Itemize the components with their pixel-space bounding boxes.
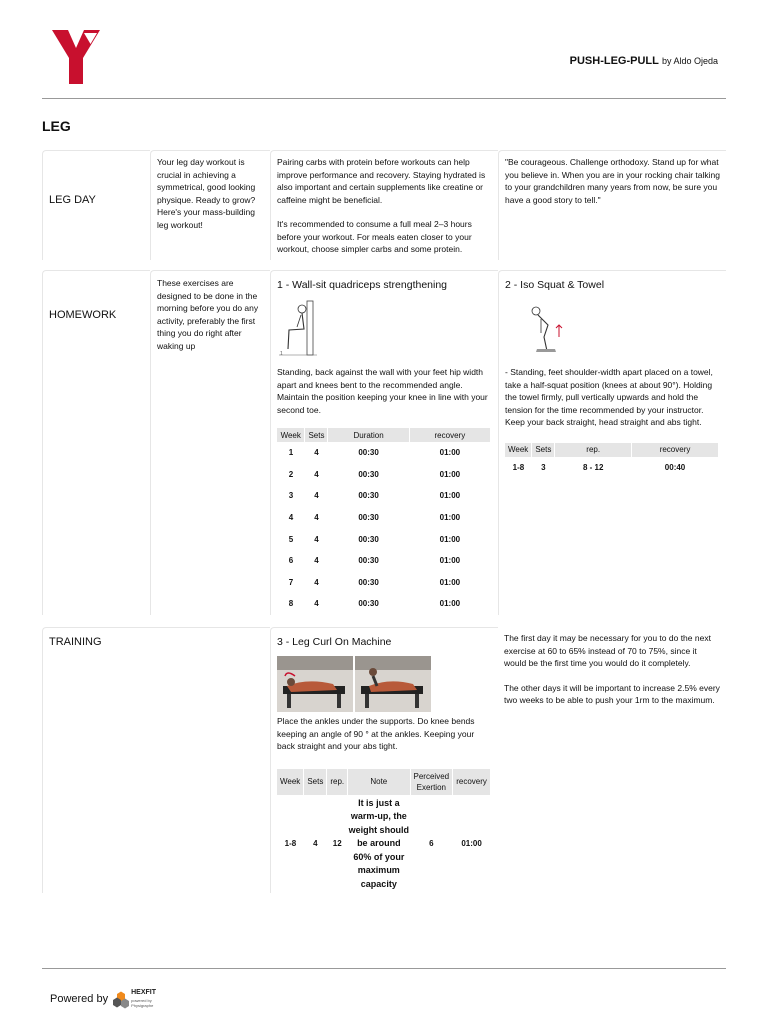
exercise-3-table xyxy=(277,769,491,894)
leg-day-label-cell xyxy=(42,150,150,260)
table-row xyxy=(277,550,491,572)
col-sets: Sets xyxy=(532,443,555,457)
table-row xyxy=(505,457,719,479)
exercise-2-title: 2 - Iso Squat & Towel xyxy=(505,279,605,291)
homework-row xyxy=(42,270,726,615)
table-row xyxy=(277,572,491,594)
iso-squat-illustration-icon xyxy=(521,299,569,357)
col-recovery: recovery xyxy=(453,769,491,795)
training-label: TRAINING xyxy=(49,636,102,648)
cell-week: 1-8 xyxy=(512,462,525,472)
training-label-cell xyxy=(42,627,270,893)
cell-recovery: 01:00 xyxy=(461,839,482,849)
footer-divider xyxy=(42,968,726,969)
hexfit-logo-text: HEXFIT xyxy=(131,989,156,996)
cell-week: 6 xyxy=(288,556,294,566)
cell-recovery: 01:00 xyxy=(439,513,461,523)
cell-sets: 4 xyxy=(314,577,319,587)
table-row xyxy=(277,442,491,464)
section-title: LEG xyxy=(42,118,71,134)
cell-sets: 4 xyxy=(314,448,319,458)
exercise-3-title: 3 - Leg Curl On Machine xyxy=(277,636,392,648)
table-row xyxy=(277,507,491,529)
cell-recovery: 01:00 xyxy=(439,448,461,458)
col-recovery: recovery xyxy=(632,443,719,457)
col-week: Week xyxy=(277,769,304,795)
exercise-1-title: 1 - Wall-sit quadriceps strengthening xyxy=(277,279,448,291)
homework-label-cell xyxy=(42,270,150,615)
cell-recovery: 00:40 xyxy=(664,462,686,472)
cell-rep: 12 xyxy=(332,839,342,849)
cell-week: 1-8 xyxy=(284,839,297,849)
training-row xyxy=(42,627,726,893)
y-logo-icon xyxy=(50,30,102,86)
cell-week: 2 xyxy=(288,469,294,479)
powered-by xyxy=(50,988,167,1010)
header-divider xyxy=(42,98,726,99)
program-name: PUSH-LEG-PULL xyxy=(569,55,659,67)
nutrition-paragraph-2: It's recommended to consume a full meal 2–3 hours before your workout. For meals eaten closer to your workout, choose simpler carbs and some protein. xyxy=(277,219,472,254)
col-rep: rep. xyxy=(327,769,348,795)
cell-note: It is just a warm-up, the weight should be around 60% of your maximum capacity xyxy=(348,797,410,889)
cell-duration: 00:30 xyxy=(358,448,379,458)
col-note: Note xyxy=(348,769,410,795)
table-row xyxy=(277,485,491,507)
exercise-2-table xyxy=(505,443,719,479)
training-notes xyxy=(498,627,726,893)
cell-rep: 8 - 12 xyxy=(582,462,604,472)
program-title xyxy=(570,55,718,67)
cell-recovery: 01:00 xyxy=(439,556,461,566)
cell-duration: 00:30 xyxy=(358,513,379,523)
hexfit-logo-subtext: powered by Physigraphe xyxy=(131,998,154,1008)
homework-intro: These exercises are designed to be done in the morning before you do any activity, preferably the first thing you do right after waking up xyxy=(150,270,270,615)
cell-sets: 4 xyxy=(314,491,319,501)
cell-sets: 4 xyxy=(314,469,319,479)
cell-recovery: 01:00 xyxy=(439,469,461,479)
exercise-2-description: - Standing, feet shoulder-width apart placed on a towel, take a half-squat position (knees at about 90°). Holding the towel firmly, pull vertically upwards and hold the tension for the time recommended by your instructor. Keep your back straight, head straight and abs tight. xyxy=(505,367,713,427)
cell-recovery: 01:00 xyxy=(439,491,461,501)
homework-label: HOMEWORK xyxy=(49,309,117,321)
cell-sets: 4 xyxy=(314,534,319,544)
cell-sets: 4 xyxy=(313,839,318,849)
leg-curl-photo-1-icon xyxy=(277,656,353,712)
table-row xyxy=(277,795,491,894)
exercise-1-table xyxy=(277,428,491,615)
exercise-1-description: Standing, back against the wall with your feet hip width apart and knees bent to the recommended angle. Maintain the position keeping your knee in line with your second toe. xyxy=(277,367,488,415)
cell-sets: 4 xyxy=(314,599,319,609)
col-week: Week xyxy=(505,443,532,457)
cell-sets: 4 xyxy=(314,513,319,523)
table-row xyxy=(277,464,491,486)
leg-curl-photos xyxy=(277,656,492,712)
exercise-3-description: Place the ankles under the supports. Do knee bends keeping an angle of 90 ° at the ankles. Keeping your back straight and your abs tight. xyxy=(277,716,475,751)
col-week: Week xyxy=(277,428,305,442)
leg-day-intro: Your leg day workout is crucial in achieving a symmetrical, good looking physique. Ready to grow? Here's your mass-building leg workout! xyxy=(150,150,270,260)
nutrition-cell xyxy=(270,150,498,260)
col-perceived-exertion: Perceived Exertion xyxy=(410,769,453,795)
exercise-2-card xyxy=(498,270,726,615)
leg-day-label: LEG DAY xyxy=(49,194,96,206)
svg-text:1: 1 xyxy=(280,351,283,357)
author: by Aldo Ojeda xyxy=(661,56,718,66)
cell-recovery: 01:00 xyxy=(439,534,461,544)
col-duration: Duration xyxy=(328,428,409,442)
cell-week: 7 xyxy=(288,577,294,587)
cell-duration: 00:30 xyxy=(358,469,379,479)
cell-week: 4 xyxy=(288,513,294,523)
nutrition-paragraph-1: Pairing carbs with protein before workouts can help improve performance and recovery. Staying hydrated is also important and certain supplements like creatine or caffeine might be beneficial. xyxy=(277,157,486,205)
ymca-logo xyxy=(50,30,102,86)
cell-recovery: 01:00 xyxy=(439,599,461,609)
cell-week: 5 xyxy=(288,534,294,544)
training-note-2: The other days it will be important to increase 2.5% every two weeks to be able to push your 1rm to the maximum. xyxy=(504,682,720,705)
leg-day-row xyxy=(42,150,726,260)
cell-duration: 00:30 xyxy=(358,534,379,544)
leg-curl-photo-2-icon xyxy=(355,656,431,712)
exercise-1-card xyxy=(270,270,498,615)
col-rep: rep. xyxy=(555,443,632,457)
hexfit-logo xyxy=(111,988,167,1010)
cell-perceived-exertion: 6 xyxy=(429,839,434,849)
cell-duration: 00:30 xyxy=(358,577,379,587)
cell-sets: 3 xyxy=(541,462,546,472)
cell-duration: 00:30 xyxy=(358,491,379,501)
cell-week: 1 xyxy=(288,448,294,458)
table-row xyxy=(277,593,491,615)
powered-by-text: Powered by xyxy=(50,993,109,1005)
wall-sit-illustration-icon xyxy=(277,299,321,357)
cell-duration: 00:30 xyxy=(358,556,379,566)
cell-week: 8 xyxy=(288,599,294,609)
cell-sets: 4 xyxy=(314,556,319,566)
exercise-3-card xyxy=(270,627,498,893)
cell-recovery: 01:00 xyxy=(439,577,461,587)
cell-week: 3 xyxy=(288,491,294,501)
table-row xyxy=(277,528,491,550)
cell-duration: 00:30 xyxy=(358,599,379,609)
quote: "Be courageous. Challenge orthodoxy. Stand up for what you believe in. When you are in your rocking chair talking to your grandchildren many years from now, be sure you have a good story to tell." xyxy=(498,150,726,260)
col-sets: Sets xyxy=(304,769,327,795)
col-sets: Sets xyxy=(305,428,328,442)
col-recovery: recovery xyxy=(409,428,490,442)
training-note-1: The first day it may be necessary for you to do the next exercise at 60 to 65% instead of 70 to 75%, since it would be the first time you would do it completely. xyxy=(504,633,711,668)
